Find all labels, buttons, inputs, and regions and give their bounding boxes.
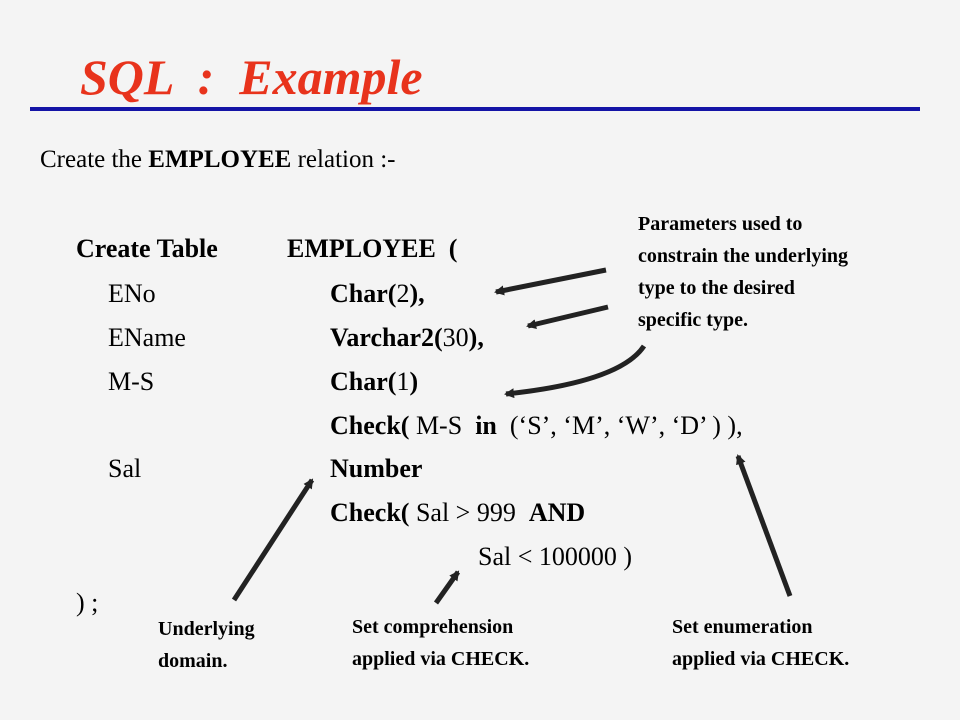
- annotation-set-enumeration: Set enumeration applied via CHECK.: [672, 616, 850, 670]
- annotation-underlying-domain: Underlying domain.: [158, 618, 255, 672]
- arrow-params-to-char2: [496, 270, 606, 292]
- code-col-eno: ENo: [108, 279, 156, 308]
- arrow-params-to-char1: [506, 346, 644, 394]
- intro-relation-name: EMPLOYEE: [148, 146, 292, 173]
- code-check-comprehension-cont: Sal < 100000 ): [478, 542, 633, 571]
- code-check-enumeration: Check( M-S in (‘S’, ‘M’, ‘W’, ‘D’ ) ),: [330, 411, 743, 440]
- arrow-underlying-to-number: [234, 480, 312, 600]
- code-type-sal: Number: [330, 454, 423, 483]
- code-type-eno: Char(2),: [330, 279, 425, 308]
- title-underline: [30, 107, 920, 111]
- arrow-comprehension-to-check: [436, 572, 458, 603]
- code-type-ename: Varchar2(30),: [330, 323, 484, 352]
- code-type-ms: Char(1): [330, 367, 419, 396]
- code-table-name: EMPLOYEE (: [287, 234, 458, 263]
- slide-title: SQL : Example: [80, 49, 423, 105]
- intro-suffix: relation :-: [291, 146, 396, 173]
- intro-prefix: Create the: [40, 146, 149, 173]
- code-col-ename: EName: [108, 323, 186, 352]
- annotation-parameters: Parameters used to constrain the underlying type to the desired specific type.: [638, 213, 849, 331]
- code-close: ) ;: [76, 588, 99, 617]
- code-col-sal: Sal: [108, 454, 142, 483]
- code-col-ms: M-S: [108, 367, 155, 396]
- intro-line: [40, 146, 396, 174]
- arrow-params-to-varchar: [528, 307, 608, 326]
- code-create-keyword: Create Table: [76, 234, 218, 263]
- annotation-set-comprehension: Set comprehension applied via CHECK.: [352, 616, 530, 670]
- code-check-comprehension: Check( Sal > 999 AND: [330, 498, 586, 527]
- arrow-enumeration-to-check: [738, 456, 790, 596]
